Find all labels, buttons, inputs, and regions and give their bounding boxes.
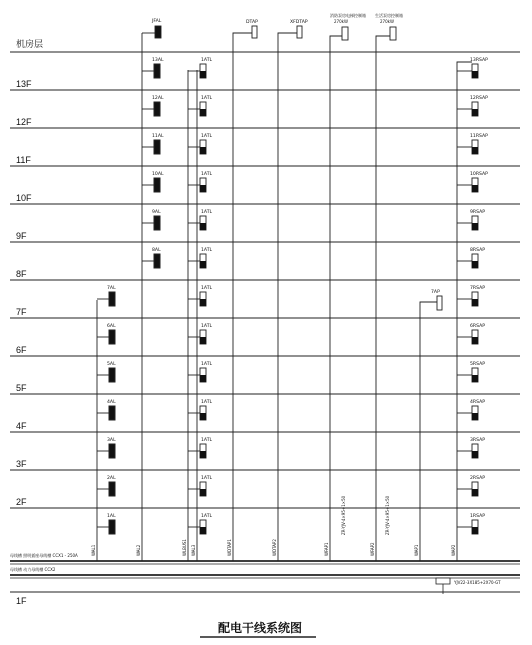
incoming-terminal [436, 578, 450, 584]
rsap-label: 3RSAP [470, 438, 486, 443]
rsap-box-fill [472, 527, 478, 534]
risers [97, 33, 472, 561]
rsap-box-fill [472, 261, 478, 268]
atl-box-fill [200, 299, 206, 306]
floor-label-7: 7F [16, 307, 27, 317]
al-label: 11AL [152, 134, 164, 139]
al-label: 8AL [152, 248, 161, 253]
rsap-label: 12RSAP [470, 96, 488, 101]
floor-boxes [97, 57, 488, 534]
rsap-box-fill [472, 489, 478, 496]
al-box [154, 140, 160, 154]
atl-box-fill [200, 223, 206, 230]
rsap-label: 5RSAP [470, 362, 486, 367]
al-box [109, 482, 115, 496]
floor-label-9: 9F [16, 231, 27, 241]
floor-lines [10, 52, 520, 592]
al-label: 7AL [107, 286, 116, 291]
al-label: 1AL [107, 514, 116, 519]
feeder-label-wal1: WAL1 [91, 544, 96, 556]
atl-label: 1ATL [201, 400, 213, 405]
rsap-box-fill [472, 109, 478, 116]
al-label: 5AL [107, 362, 116, 367]
bus-label-lower: 母线槽 动力母线槽 CCX2 [10, 567, 56, 572]
al-box [154, 216, 160, 230]
al-box [154, 254, 160, 268]
atl-label: 1ATL [201, 96, 213, 101]
feeder-label-wdtap1: WDTAP1 [227, 539, 232, 556]
floor-label-roof: 机房层 [16, 39, 44, 49]
bus-bars [10, 561, 520, 578]
al-label: 3AL [107, 438, 116, 443]
al-box [109, 292, 115, 306]
feeder-label-wlbus1: WLBUS1 [182, 539, 187, 556]
rsap-label: 10RSAP [470, 172, 488, 177]
feeder-labels [91, 495, 456, 556]
rsap-box-fill [472, 299, 478, 306]
atl-label: 1ATL [201, 172, 213, 177]
rsap-label: 9RSAP [470, 210, 486, 215]
floor-label-12: 12F [16, 117, 32, 127]
gen-pump-box [390, 27, 396, 40]
rsap-label: 1RSAP [470, 514, 486, 519]
al-box [154, 178, 160, 192]
floor-label-5: 5F [16, 383, 27, 393]
floor-label-8: 8F [16, 269, 27, 279]
feeder-label-wfap2: WFAP2 [370, 542, 375, 556]
cable-label-2: ZR-YJV-4×95+1×50 [385, 495, 390, 535]
jfal-label: JFAL [152, 19, 162, 24]
rsap-label: 4RSAP [470, 400, 486, 405]
floor-label-10: 10F [16, 193, 32, 203]
atl-box-fill [200, 185, 206, 192]
ap7-box [437, 296, 442, 310]
incoming-cable-label: YJV22-3X185+2X70-GT [454, 580, 501, 585]
atl-box-fill [200, 261, 206, 268]
rsap-label: 7RSAP [470, 286, 486, 291]
atl-label: 1ATL [201, 324, 213, 329]
atl-box-fill [200, 71, 206, 78]
atl-box-fill [200, 375, 206, 382]
al-label: 4AL [107, 400, 116, 405]
floor-label-11: 11F [16, 155, 31, 165]
jfal-box [155, 26, 161, 38]
feeder-label-wap2: WAP2 [451, 544, 456, 556]
atl-label: 1ATL [201, 58, 213, 63]
top-boxes [142, 26, 396, 40]
atl-box-fill [200, 147, 206, 154]
al-label: 2AL [107, 476, 116, 481]
rsap-label: 11RSAP [470, 134, 488, 139]
bus-label-upper: 母线槽 照明插座母线槽 CCX1 - 250A [10, 553, 78, 558]
ap7-label: 7AP [431, 290, 440, 295]
fire-pump-label: 消防泵房电梯控制箱 [330, 13, 366, 18]
rsap-box-fill [472, 413, 478, 420]
gen-pump-kw: 270kW [380, 19, 394, 24]
atl-label: 1ATL [201, 134, 213, 139]
atl-label: 1ATL [201, 476, 213, 481]
al-box [109, 330, 115, 344]
al-label: 12AL [152, 96, 164, 101]
atl-box-fill [200, 451, 206, 458]
rsap-box-fill [472, 337, 478, 344]
xfdtap-label: XFDTAP [290, 20, 308, 25]
al-box [154, 102, 160, 116]
al-label: 9AL [152, 210, 161, 215]
floor-label-1: 1F [16, 596, 27, 606]
rsap-label: 13RSAP [470, 58, 488, 63]
floor-label-6: 6F [16, 345, 27, 355]
atl-label: 1ATL [201, 210, 213, 215]
atl-box-fill [200, 337, 206, 344]
riser-wfap1 [330, 36, 342, 561]
atl-label: 1ATL [201, 286, 213, 291]
atl-box-fill [200, 489, 206, 496]
rsap-box-fill [472, 71, 478, 78]
fire-pump-kw: 270kW [334, 19, 348, 24]
floor-label-2: 2F [16, 497, 27, 507]
rsap-box-fill [472, 375, 478, 382]
al-label: 13AL [152, 58, 164, 63]
rsap-box-fill [472, 223, 478, 230]
atl-label: 1ATL [201, 438, 213, 443]
atl-box-fill [200, 413, 206, 420]
floor-label-4: 4F [16, 421, 27, 431]
dtap-box [252, 26, 257, 38]
feeder-label-wal3: WAL3 [191, 544, 196, 556]
cable-label-1: ZR-YJV-4×95+1×50 [341, 495, 346, 535]
rsap-box-fill [472, 451, 478, 458]
ap7-box-group [437, 296, 442, 310]
feeder-label-wal2: WAL2 [136, 544, 141, 556]
atl-label: 1ATL [201, 362, 213, 367]
feeder-label-wfap1: WFAP1 [324, 542, 329, 556]
floor-label-13: 13F [16, 79, 32, 89]
al-box [109, 520, 115, 534]
fire-pump-box [342, 27, 348, 40]
al-label: 10AL [152, 172, 164, 177]
atl-label: 1ATL [201, 248, 213, 253]
diagram-title: 配电干线系统图 [218, 621, 303, 635]
al-box [109, 406, 115, 420]
al-label: 6AL [107, 324, 116, 329]
atl-box-fill [200, 109, 206, 116]
rsap-label: 6RSAP [470, 324, 486, 329]
floor-label-3: 3F [16, 459, 27, 469]
riser-wap1 [420, 302, 437, 561]
al-box [109, 368, 115, 382]
rsap-label: 8RSAP [470, 248, 486, 253]
al-box [109, 444, 115, 458]
xfdtap-box [297, 26, 302, 38]
al-box [154, 64, 160, 78]
atl-box-fill [200, 527, 206, 534]
rsap-box-fill [472, 147, 478, 154]
riser-wdtap1 [233, 33, 252, 561]
rsap-box-fill [472, 185, 478, 192]
riser-wfap2 [376, 36, 390, 561]
rsap-label: 2RSAP [470, 476, 486, 481]
gen-pump-label: 生活泵房控制箱 [375, 13, 403, 18]
feeder-label-wap1: WAP1 [414, 544, 419, 556]
dtap-label: DTAP [246, 20, 258, 25]
riser-wdtap2 [278, 33, 297, 561]
feeder-label-wdtap2: WDTAP2 [272, 539, 277, 556]
atl-label: 1ATL [201, 514, 213, 519]
